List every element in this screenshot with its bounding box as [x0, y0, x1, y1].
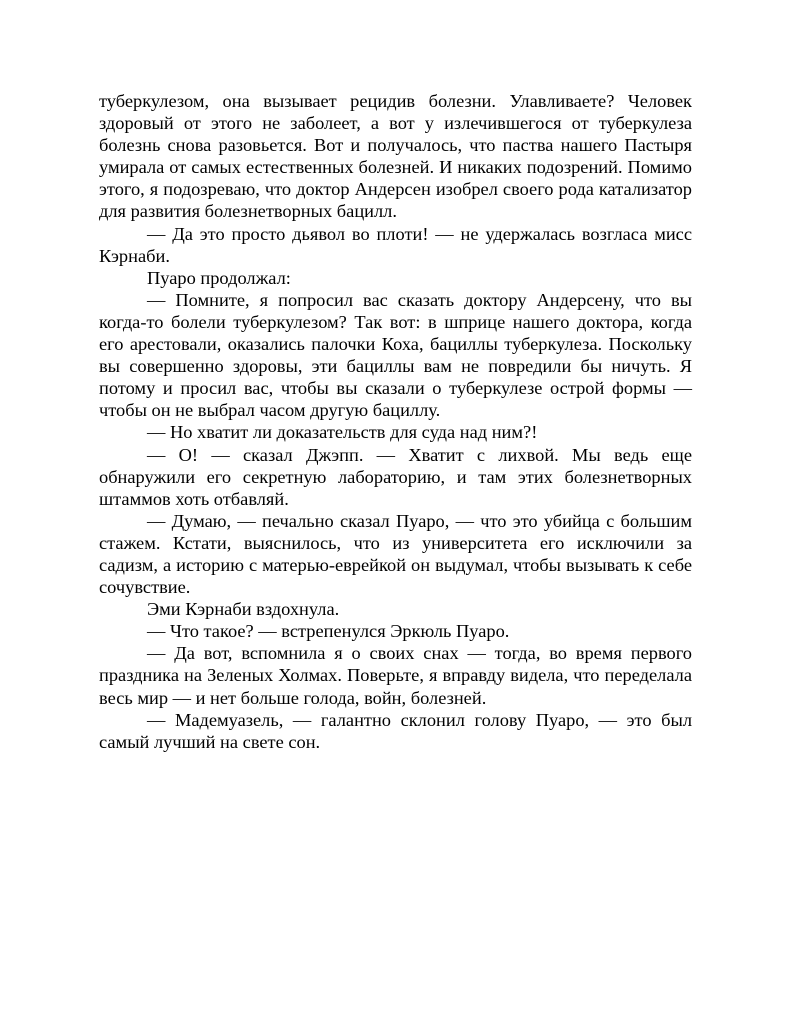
paragraph: — О! — сказал Джэпп. — Хватит с лихвой. Мы ведь еще обнаружили его секретную лабораторию, и там этих болезнетворных штаммов хоть отбавляй.	[99, 444, 692, 509]
paragraph: Эми Кэрнаби вздохнула.	[147, 599, 340, 620]
paragraph: — Но хватит ли доказательств для суда над ним?!	[147, 422, 538, 443]
paragraph: — Да это просто дьявол во плоти! — не удержалась возгласа мисс Кэрнаби.	[99, 223, 692, 266]
paragraph: туберкулезом, она вызывает рецидив болезни. Улавливаете? Человек здоровый от этого не заболеет, а вот у излечившегося от туберкулеза болезнь снова разовьется. Вот и получалось, что паства нашего Пастыря умирала от самых естественных болезней. И никаких подозрений. Помимо этого, я подозреваю, что доктор Андерсен изобрел своего рода катализатор для развития болезнетворных бацилл.	[99, 91, 692, 222]
paragraph: — Что такое? — встрепенулся Эркюль Пуаро.	[147, 621, 510, 642]
body-text	[99, 90, 692, 753]
paragraph: — Думаю, — печально сказал Пуаро, — что это убийца с большим стажем. Кстати, выяснилось, что из университета его исключили за садизм, а историю с матерью-еврейкой он выдумал, чтобы вызывать к себе сочувствие.	[99, 510, 692, 598]
paragraph: — Помните, я попросил вас сказать доктору Андерсену, что вы когда-то болели туберкулезом? Так вот: в шприце нашего доктора, когда его арестовали, оказались палочки Коха, бациллы туберкулеза. Поскольку вы совершенно здоровы, эти бациллы вам не повредили бы ничуть. Я потому и просил вас, чтобы вы сказали о туберкулезе острой формы — чтобы он не выбрал часом другую бациллу.	[99, 289, 692, 421]
paragraph: Пуаро продолжал:	[147, 267, 291, 288]
paragraph: — Да вот, вспомнила я о своих снах — тогда, во время первого праздника на Зеленых Холмах. Поверьте, я вправду видела, что переделала весь мир — и нет больше голода, войн, болезней.	[99, 643, 692, 708]
paragraph: — Мадемуазель, — галантно склонил голову Пуаро, — это был самый лучший на свете сон.	[99, 709, 692, 752]
